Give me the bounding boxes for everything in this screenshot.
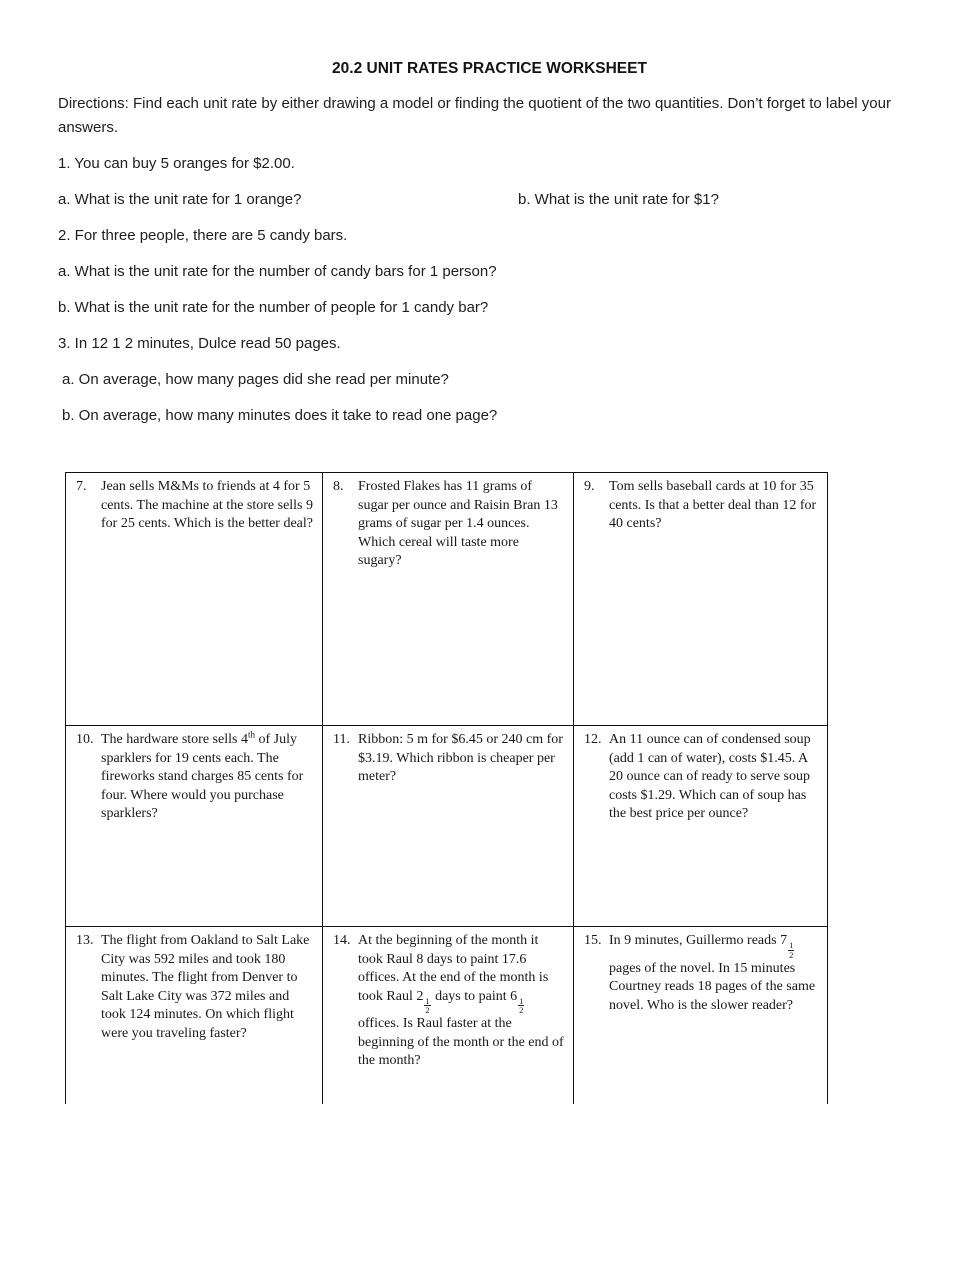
problem-text: Frosted Flakes has 11 grams of sugar per ounce and Raisin Bran 13 grams of sugar per 1.4 ounces. Which cereal will taste more sugary?: [358, 479, 558, 568]
problem-cell-12: [574, 726, 828, 927]
problem-number: 10.: [76, 732, 94, 747]
problems-table: [65, 472, 828, 1104]
problem-2b-text: b. What is the unit rate for the number of people for 1 candy bar?: [58, 299, 489, 316]
problem-3b-text: b. On average, how many minutes does it take to read one page?: [62, 407, 498, 424]
problem-number: 13.: [76, 933, 94, 948]
fraction-whole-number: 6: [510, 988, 518, 1004]
fraction-whole-number: 7: [780, 933, 788, 948]
problem-cell-15: [574, 927, 828, 1105]
problem-number: 7.: [76, 479, 87, 494]
problem-number: 9.: [584, 479, 595, 494]
problem-text: Ribbon: 5 m for $6.45 or 240 cm for $3.19. Which ribbon is cheaper per meter?: [358, 732, 563, 784]
problem-cell-9: [574, 473, 828, 726]
problem-number: 11.: [333, 732, 350, 747]
table-row: [66, 726, 828, 927]
problem-1a-text: a. What is the unit rate for 1 orange?: [58, 191, 302, 208]
problem-text: Jean sells M&Ms to friends at 4 for 5 cents. The machine at the store sells 9 for 25 cents. Which is the better deal?: [101, 479, 314, 531]
problem-number: 8.: [333, 479, 344, 494]
problem-text: At the beginning of the month it took Raul 8 days to paint 17.6 offices. At the end of the month is took Raul 2 $\frac{1}{2}$ days to paint 6 $\frac{1}{2}$ offices. Is Raul faster at the beginning of the month or the end of the month?: [358, 933, 564, 1069]
problem-cell-10: [66, 726, 323, 927]
problem-text: The flight from Oakland to Salt Lake City was 592 miles and took 180 minutes. The flight from Denver to Salt Lake City was 372 miles and took 124 minutes. On which flight were you traveling faster?: [101, 933, 310, 1041]
problem-3-text: 3. In 12 1 2 minutes, Dulce read 50 pages.: [58, 335, 341, 352]
problem-text: In 9 minutes, Guillermo reads 7 $\frac{1}{2}$ pages of the novel. In 15 minutes Courtney reads 18 pages of the same novel. Who is the slower reader?: [609, 933, 816, 1013]
directions-text: Directions: Find each unit rate by either drawing a model or finding the quotient of the two quantities. Don’t forget to label your answers.: [58, 95, 891, 136]
problem-text: An 11 ounce can of condensed soup (add 1 can of water), costs $1.45. A 20 ounce can of ready to serve soup costs $1.29. Which can of soup has the best price per ounce?: [609, 732, 811, 821]
problem-cell-14: [323, 927, 574, 1105]
table-row: [66, 927, 828, 1105]
problem-number: 15.: [584, 933, 602, 948]
problem-number: 14.: [333, 933, 351, 948]
fraction-whole-number: 2: [416, 988, 424, 1004]
problem-1-text: 1. You can buy 5 oranges for $2.00.: [58, 155, 295, 172]
problem-text: The hardware store sells 4th of July sparklers for 19 cents each. The fireworks stand charges 85 cents for four. Where would you purchase sparklers?: [101, 729, 304, 821]
problem-cell-11: [323, 726, 574, 927]
stacked-fraction: $\frac{1}{2}$: [789, 940, 794, 960]
problem-number: 12.: [584, 732, 602, 747]
problem-text: Tom sells baseball cards at 10 for 35 cents. Is that a better deal than 12 for 40 cents?: [609, 479, 817, 531]
table-row: [66, 473, 828, 726]
superscript-text: th: [247, 729, 255, 740]
problem-2-text: 2. For three people, there are 5 candy bars.: [58, 227, 348, 244]
page-title: 20.2 UNIT RATES PRACTICE WORKSHEET: [332, 60, 647, 77]
problem-3a-text: a. On average, how many pages did she read per minute?: [62, 371, 449, 388]
problem-cell-7: [66, 473, 323, 726]
stacked-fraction: $\frac{1}{2}$: [519, 995, 524, 1016]
problem-2a-text: a. What is the unit rate for the number of candy bars for 1 person?: [58, 263, 497, 280]
problem-cell-8: [323, 473, 574, 726]
problem-1-subquestions: [58, 188, 921, 212]
stacked-fraction: $\frac{1}{2}$: [425, 995, 430, 1016]
problem-1b-text: b. What is the unit rate for $1?: [518, 191, 719, 208]
problem-cell-13: [66, 927, 323, 1105]
